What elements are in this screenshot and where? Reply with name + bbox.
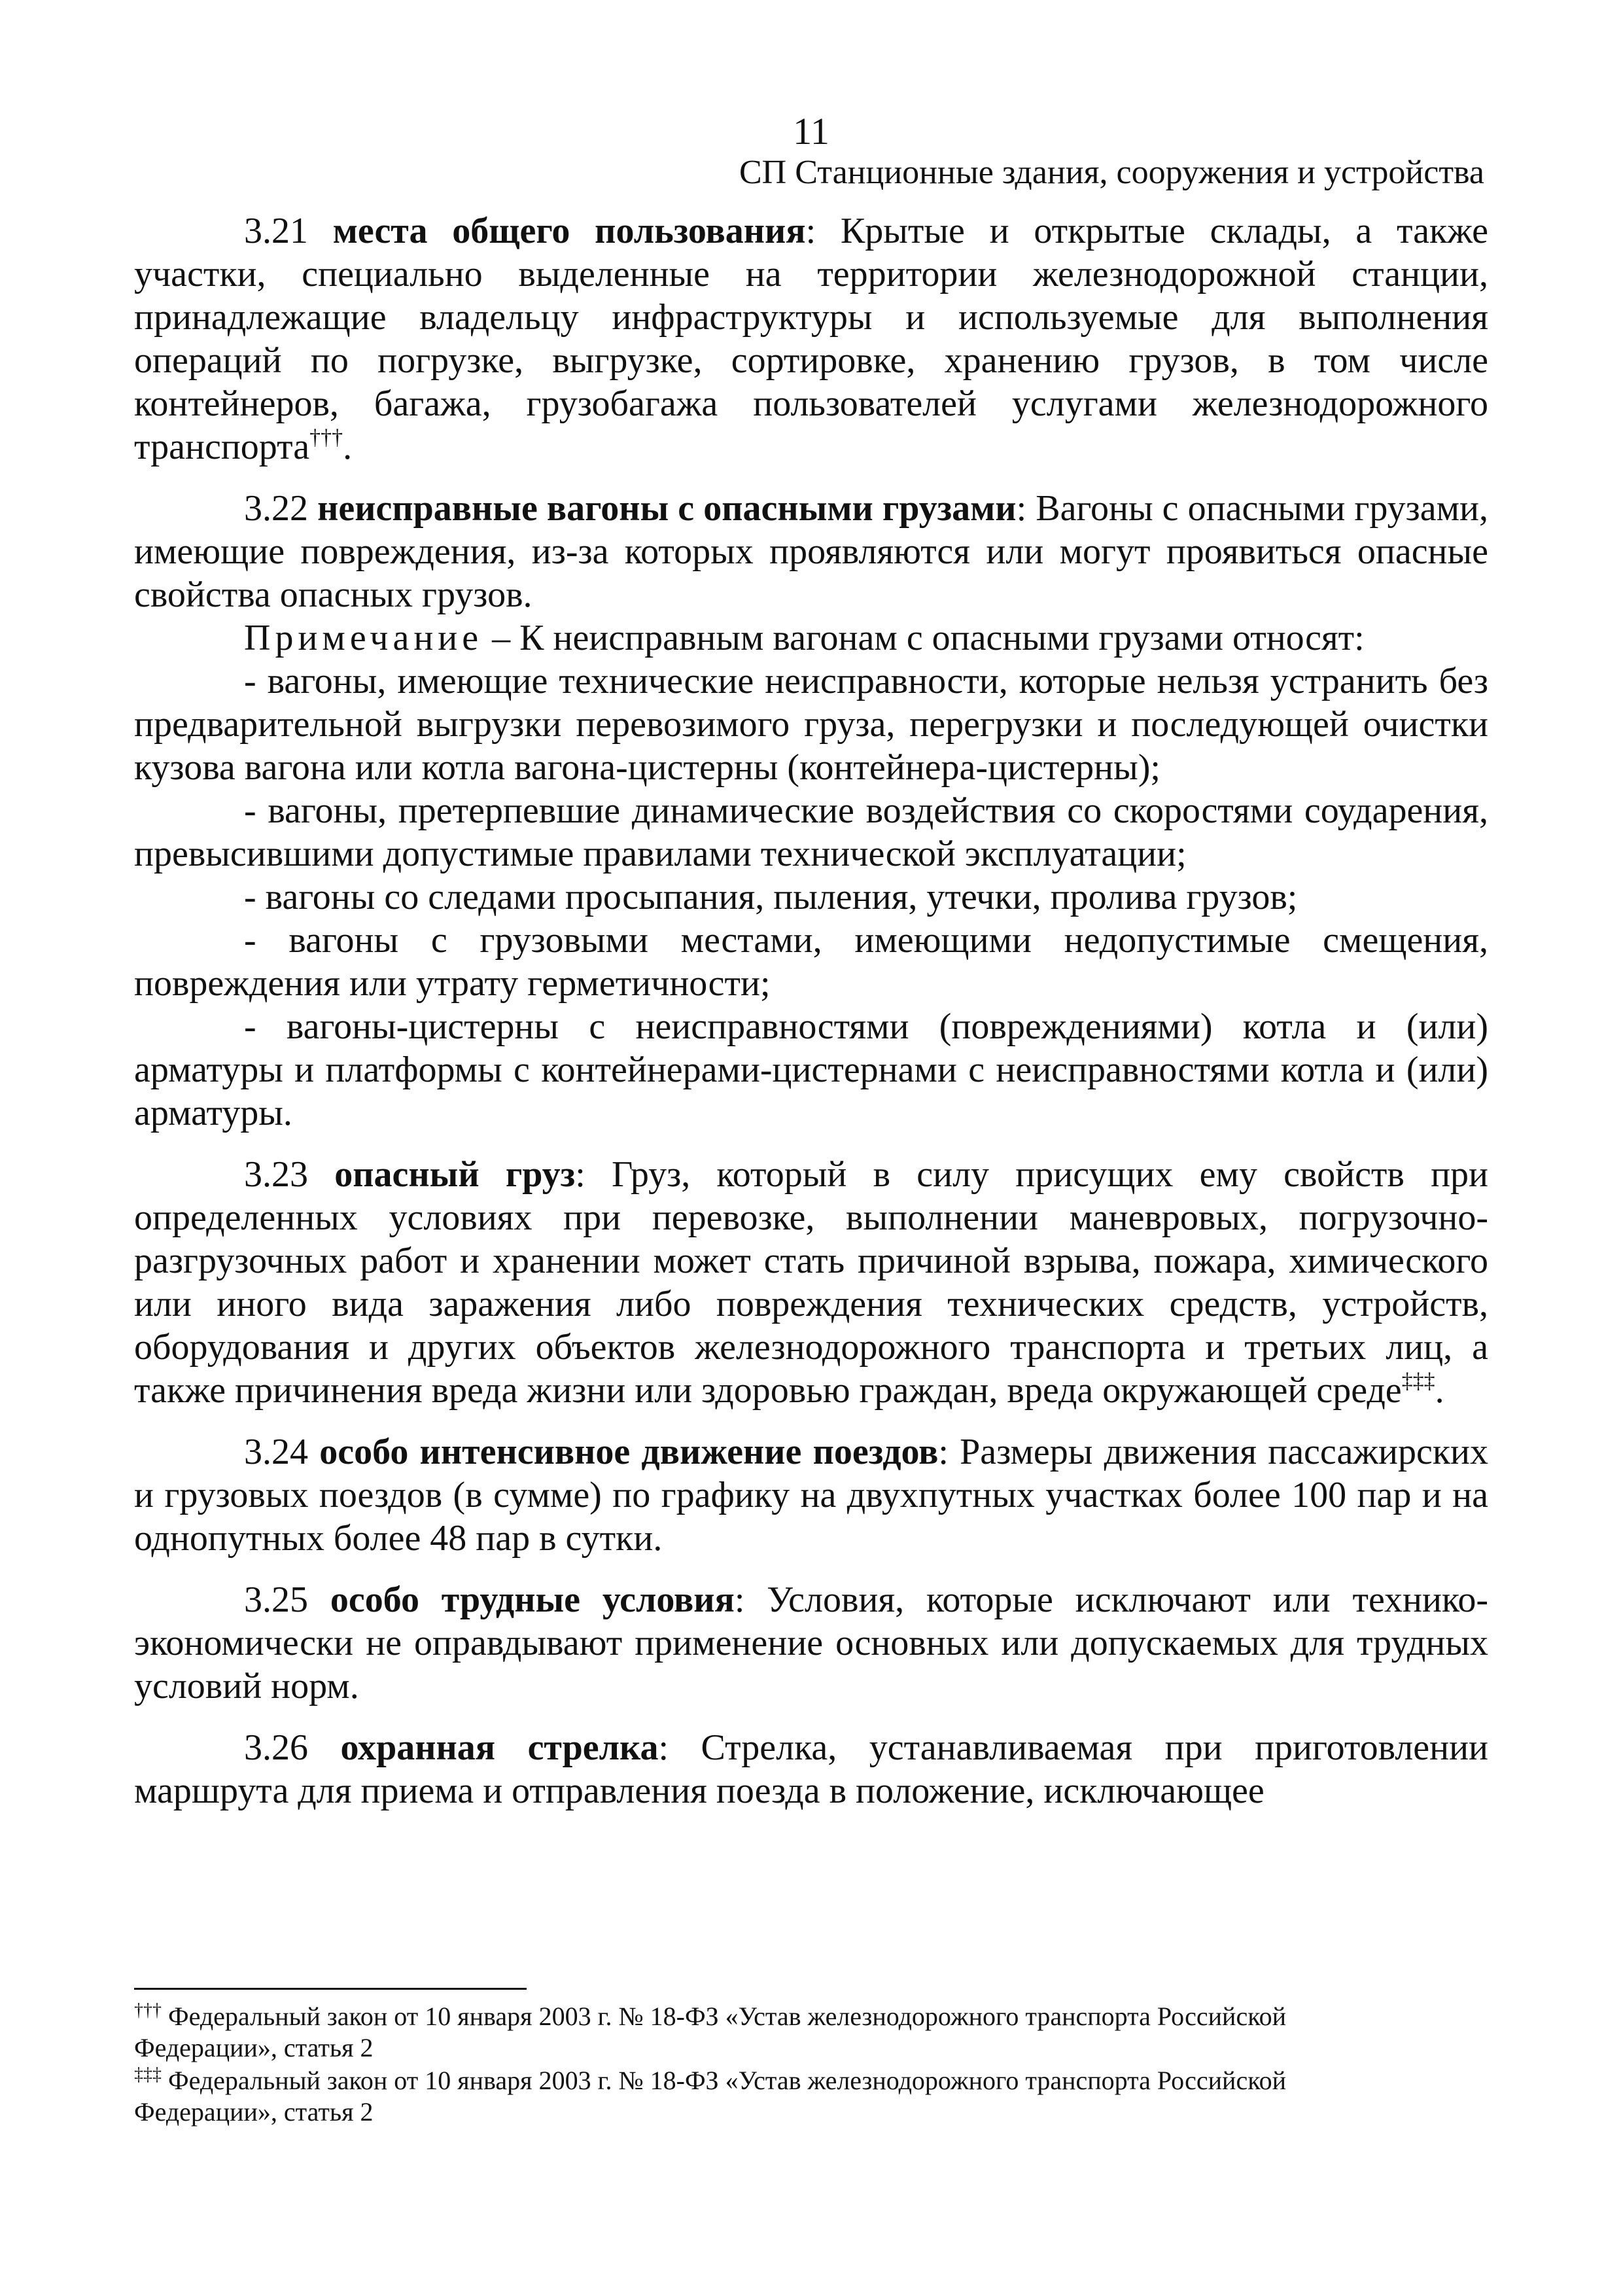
footnote-ref: ††† [309, 425, 343, 450]
page-number: 11 [793, 110, 829, 152]
term: особо трудные условия [330, 1580, 735, 1620]
term: неисправные вагоны с опасными грузами [317, 488, 1017, 529]
section-number: 3.24 [244, 1432, 308, 1472]
definition: : Крытые и открытые склады, а также участки, специально выделенные на территории железнодорожной станции, принадлежащие владельцу инфраструктуры и используемые для выполнения операций по погрузке, выгрузке, сортировке, хранению грузов, в том числе контейнеров, багажа, грузобагажа пользователей услугами железнодорожного транспорта [134, 211, 1489, 467]
section-number: 3.21 [244, 211, 308, 251]
term: особо интенсивное движение поездов [319, 1432, 939, 1472]
definition: : Вагоны с опасными грузами, имеющие повреждения, из-за которых проявляются или могут проявиться опасные свойства опасных грузов. [134, 488, 1489, 615]
section-number: 3.22 [244, 488, 308, 529]
note-text: – К неисправным вагонам с опасными грузами относят: [483, 618, 1365, 658]
section-3-22 [134, 487, 1488, 616]
list-item: - вагоны, имеющие технические неисправности, которые нельзя устранить без предварительной выгрузки перевозимого груза, перегрузки и последующей очистки кузова вагона или котла вагона-цистерны (контейнера-цистерны); [134, 661, 1488, 788]
footnote-text: Федеральный закон от 10 января 2003 г. № 18-ФЗ «Устав железнодорожного транспорта Российской Федерации», статья 2 [134, 2066, 1287, 2127]
term: опасный груз [334, 1154, 576, 1195]
running-title: СП Станционные здания, сооружения и устройства [739, 154, 1484, 191]
term: места общего пользования [332, 211, 806, 251]
note-label: Примечание [244, 618, 483, 658]
section-3-24 [134, 1430, 1488, 1560]
list-item: - вагоны, претерпевшие динамические воздействия со скоростями соударения, превысившими допустимые правилами технической эксплуатации; [134, 790, 1488, 874]
definition: : Груз, который в силу присущих ему свойств при определенных условиях при перевозке, выполнении маневровых, погрузочно-разгрузочных работ и хранении может стать причиной взрыва, пожара, химического или иного вида заражения либо повреждения технических средств, устройств, оборудования и других объектов железнодорожного транспорта и третьих лиц, а также причинения вреда жизни или здоровью граждан, вреда окружающей среде [134, 1154, 1489, 1411]
section-3-26 [134, 1726, 1488, 1812]
section-number: 3.26 [244, 1727, 308, 1768]
footnote [134, 2001, 1377, 2064]
list-item: - вагоны со следами просыпания, пыления, утечки, пролива грузов; [244, 877, 1298, 917]
footnote-divider [134, 1988, 527, 1990]
section-number: 3.25 [244, 1580, 308, 1620]
footnotes [134, 2001, 1377, 2129]
footnote-mark: ‡‡‡ [134, 2064, 162, 2085]
definition: : Стрелка, устанавливаемая при приготовлении маршрута для приема и отправления поезда в положение, исключающее [134, 1727, 1489, 1811]
section-3-23: 3.23 опасный груз: Груз, который в силу присущих ему свойств при определенных условиях при перевозке, выполнении маневровых, погрузочно-разгрузочных работ и хранении может стать причиной взрыва, пожара, химического или иного вида заражения либо повреждения технических средств, устройств, оборудования и других объектов железнодорожного транспорта и третьих лиц, а также причинения вреда жизни или здоровью граждан, вреда окружающей среде‡‡‡. [134, 1154, 1489, 1411]
definition: : Условия, которые исключают или технико-экономически не оправдывают применение основных или допускаемых для трудных условий норм. [134, 1580, 1489, 1706]
footnote-mark: ††† [134, 2000, 162, 2021]
section-3-25 [134, 1578, 1488, 1708]
document-body [134, 209, 1488, 1812]
definition: : Размеры движения пассажирских и грузовых поездов (в сумме) по графику на двухпутных участках более 100 пар и на однопутных более 48 пар в сутки. [134, 1432, 1489, 1559]
term: охранная стрелка [340, 1727, 659, 1768]
note [134, 616, 1488, 660]
footnote-text: Федеральный закон от 10 января 2003 г. № 18-ФЗ «Устав железнодорожного транспорта Российской Федерации», статья 2 [134, 2002, 1287, 2062]
list-item: - вагоны с грузовыми местами, имеющими недопустимые смещения, повреждения или утрату герметичности; [134, 920, 1488, 1004]
footnote [134, 2065, 1377, 2128]
section-number: 3.23 [244, 1154, 308, 1195]
section-3-21: 3.21 места общего пользования: Крытые и открытые склады, а также участки, специально выделенные на территории железнодорожной станции, принадлежащие владельцу инфраструктуры и используемые для выполнения операций по погрузке, выгрузке, сортировке, хранению грузов, в том числе контейнеров, багажа, грузобагажа пользователей услугами железнодорожного транспорта†††. [134, 211, 1489, 467]
footnote-ref: ‡‡‡ [1401, 1369, 1435, 1393]
list-item: - вагоны-цистерны с неисправностями (повреждениями) котла и (или) арматуры и платформы с контейнерами-цистернами с неисправностями котла и (или) арматуры. [134, 1006, 1488, 1133]
